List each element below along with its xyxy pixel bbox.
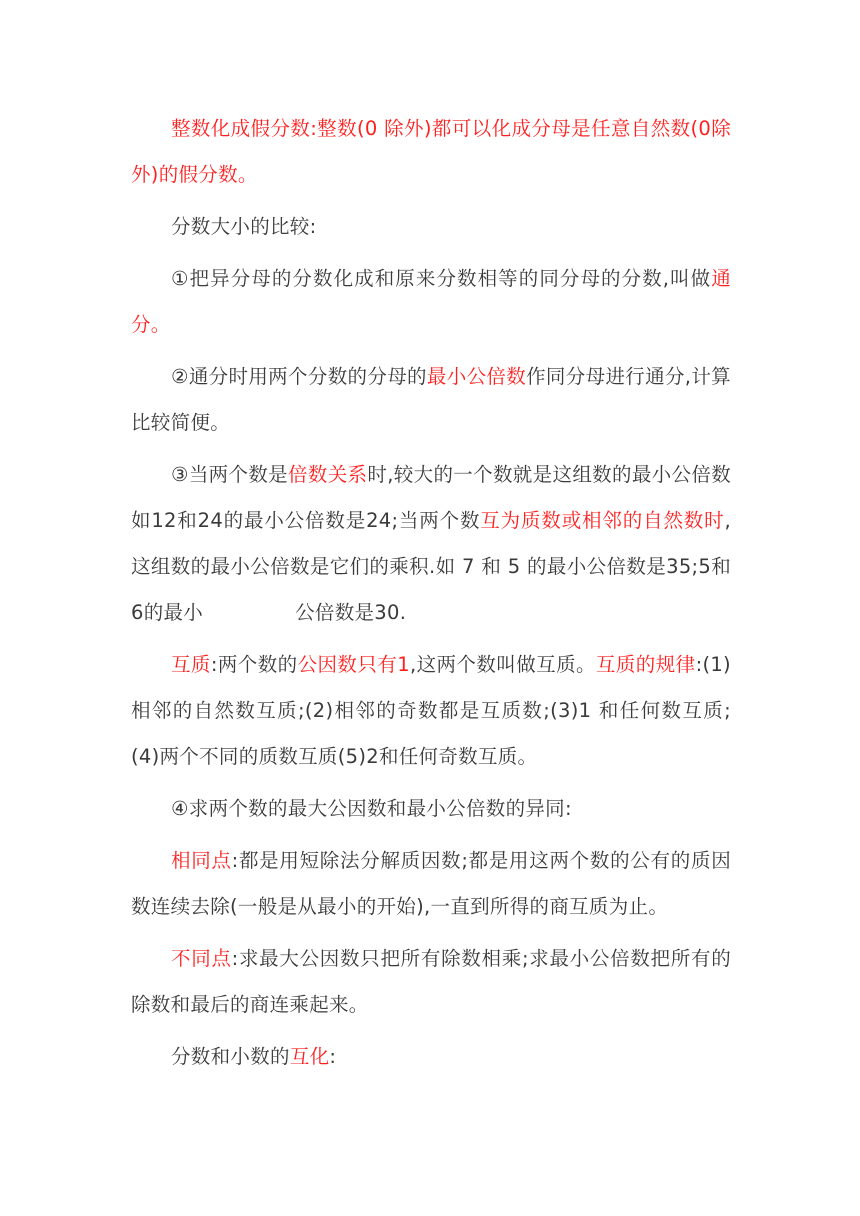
document-page bbox=[131, 106, 731, 1086]
body-text: : bbox=[329, 1045, 337, 1068]
highlighted-text: 互为质数或相邻的自然数时 bbox=[480, 509, 725, 532]
body-text: 时,较大的一个数就是这组数的最小公倍数如12和24的最小公倍数是24;当两个数 bbox=[131, 463, 731, 532]
body-text: :(1)相邻的自然数互质;(2)相邻的奇数都是互质数;(3)1 和任何数互质;(4)两个不同的质数互质(5)2和任何奇数互质。 bbox=[131, 653, 731, 768]
body-text: 公倍数是30. bbox=[295, 601, 407, 624]
paragraph-item-1 bbox=[131, 256, 731, 348]
body-text: 分数和小数的 bbox=[171, 1045, 290, 1068]
body-text: ,这组数的最小公倍数是它们的乘积.如 7 和 5 的最小公倍数是35;5和6的最小 bbox=[131, 509, 731, 624]
body-text: ④求两个数的最大公因数和最小公倍数的异同: bbox=[171, 797, 572, 820]
body-text: :两个数的 bbox=[210, 653, 298, 676]
paragraph-coprime bbox=[131, 642, 731, 780]
highlighted-text: 互化 bbox=[289, 1045, 330, 1068]
highlighted-text: 通分。 bbox=[131, 267, 731, 336]
paragraph-item-3 bbox=[131, 452, 731, 636]
highlighted-text: 互质的规律 bbox=[595, 653, 696, 676]
highlighted-text: 公因数只有1 bbox=[297, 653, 410, 676]
body-text: ③当两个数是 bbox=[171, 463, 289, 486]
body-text: :都是用短除法分解质因数;都是用这两个数的公有的质因数连续去除(一般是从最小的开始),一直到所得的商互质为止。 bbox=[131, 849, 731, 918]
body-text: ①把异分母的分数化成和原来分数相等的同分母的分数,叫做 bbox=[171, 267, 712, 290]
body-text: ,这两个数叫做互质。 bbox=[409, 653, 596, 676]
paragraph-integer-to-improper bbox=[131, 106, 731, 198]
paragraph-differences bbox=[131, 936, 731, 1028]
body-text: 作同分母进行通分,计算比较简便。 bbox=[131, 365, 731, 434]
paragraph-conversion-heading bbox=[131, 1034, 731, 1080]
paragraph-compare-heading bbox=[131, 204, 731, 250]
body-text: ②通分时用两个分数的分母的 bbox=[171, 365, 427, 388]
highlighted-text: 最小公倍数 bbox=[426, 365, 527, 388]
highlighted-text: 互质 bbox=[171, 653, 211, 676]
paragraph-item-2 bbox=[131, 354, 731, 446]
highlighted-text: 倍数关系 bbox=[288, 463, 368, 486]
body-text: 分数大小的比较: bbox=[171, 215, 317, 238]
body-text: :求最大公因数只把所有除数相乘;求最小公倍数把所有的除数和最后的商连乘起来。 bbox=[131, 947, 731, 1016]
highlighted-text: 不同点 bbox=[171, 947, 232, 970]
highlighted-text: 相同点 bbox=[171, 849, 232, 872]
highlighted-text: 整数化成假分数:整数(0 除外)都可以化成分母是任意自然数(0除外)的假分数。 bbox=[131, 117, 731, 186]
paragraph-similarities bbox=[131, 838, 731, 930]
paragraph-item-4 bbox=[131, 786, 731, 832]
